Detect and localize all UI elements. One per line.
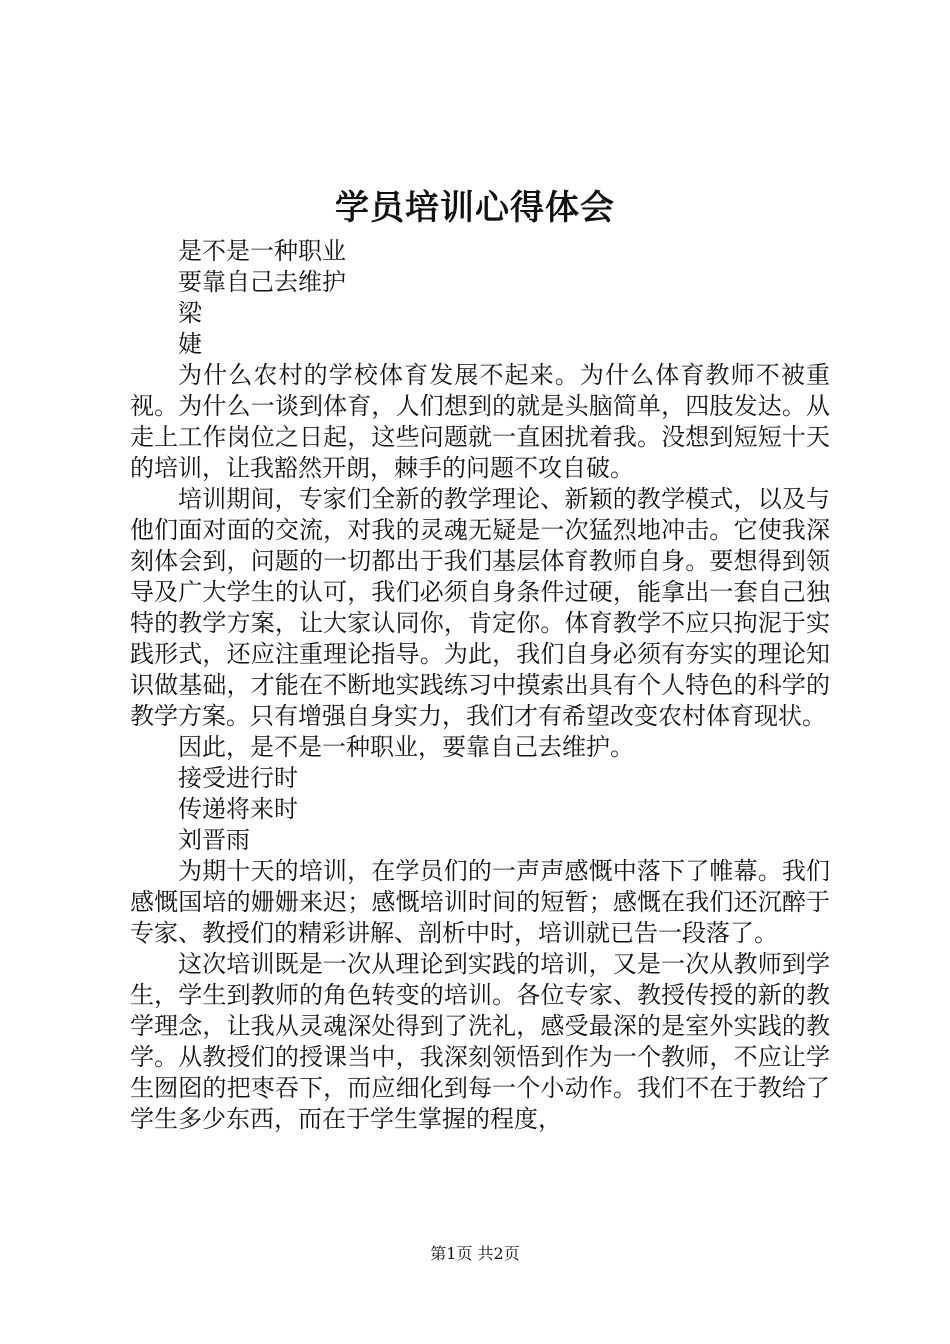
section1-author-char1: 梁 [178,299,202,327]
paragraph-5: 这次培训既是一次从理论到实践的培训，又是一次从教师到学生，学生到教师的角色转变的培训。各位专家、教授传授的新的教学理念，让我从灵魂深处得到了洗礼，感受最深的是室外实践的教学。从教授们的授课当中，我深刻领悟到作为一个教师，不应让学生囫囵的把枣吞下，而应细化到每一个小动作。我们不在于教给了学生多少东西，而在于学生掌握的程度， [130,950,830,1133]
paragraph-3: 因此，是不是一种职业，要靠自己去维护。 [178,733,634,761]
section1-subtitle-line2: 要靠自己去维护 [178,268,346,296]
section2-author: 刘晋雨 [178,826,250,854]
page-footer: 第1页 共2页 [430,1244,520,1263]
paragraph-1: 为什么农村的学校体育发展不起来。为什么体育教师不被重视。为什么一谈到体育，人们想到的就是头脑简单，四肢发达。从走上工作岗位之日起，这些问题就一直困扰着我。没想到短短十天的培训，让我豁然开朗，棘手的问题不攻自破。 [130,361,830,482]
document-body [130,236,830,1135]
paragraph-2: 培训期间，专家们全新的教学理论、新颖的教学模式，以及与他们面对面的交流，对我的灵魂无疑是一次猛烈地冲击。它使我深刻体会到，问题的一切都出于我们基层体育教师自身。要想得到领导及广大学生的认可，我们必须自身条件过硬，能拿出一套自己独特的教学方案，让大家认同你，肯定你。体育教学不应只拘泥于实践形式，还应注重理论指导。为此，我们自身必须有夯实的理论知识做基础，才能在不断地实践练习中摸索出具有个人特色的科学的教学方案。只有增强自身实力，我们才有希望改变农村体育现状。 [130,485,830,730]
section2-subtitle-line2: 传递将来时 [178,795,298,823]
section1-subtitle-line1: 是不是一种职业 [178,237,346,265]
section1-author-char2: 婕 [178,330,202,358]
paragraph-4: 为期十天的培训，在学员们的一声声感慨中落下了帷幕。我们感慨国培的姗姗来迟；感慨培训时间的短暂；感慨在我们还沉醉于专家、教授们的精彩讲解、剖析中时，培训就已告一段落了。 [130,857,830,947]
section2-subtitle-line1: 接受进行时 [178,764,298,792]
document-title: 学员培训心得体会 [335,188,615,228]
